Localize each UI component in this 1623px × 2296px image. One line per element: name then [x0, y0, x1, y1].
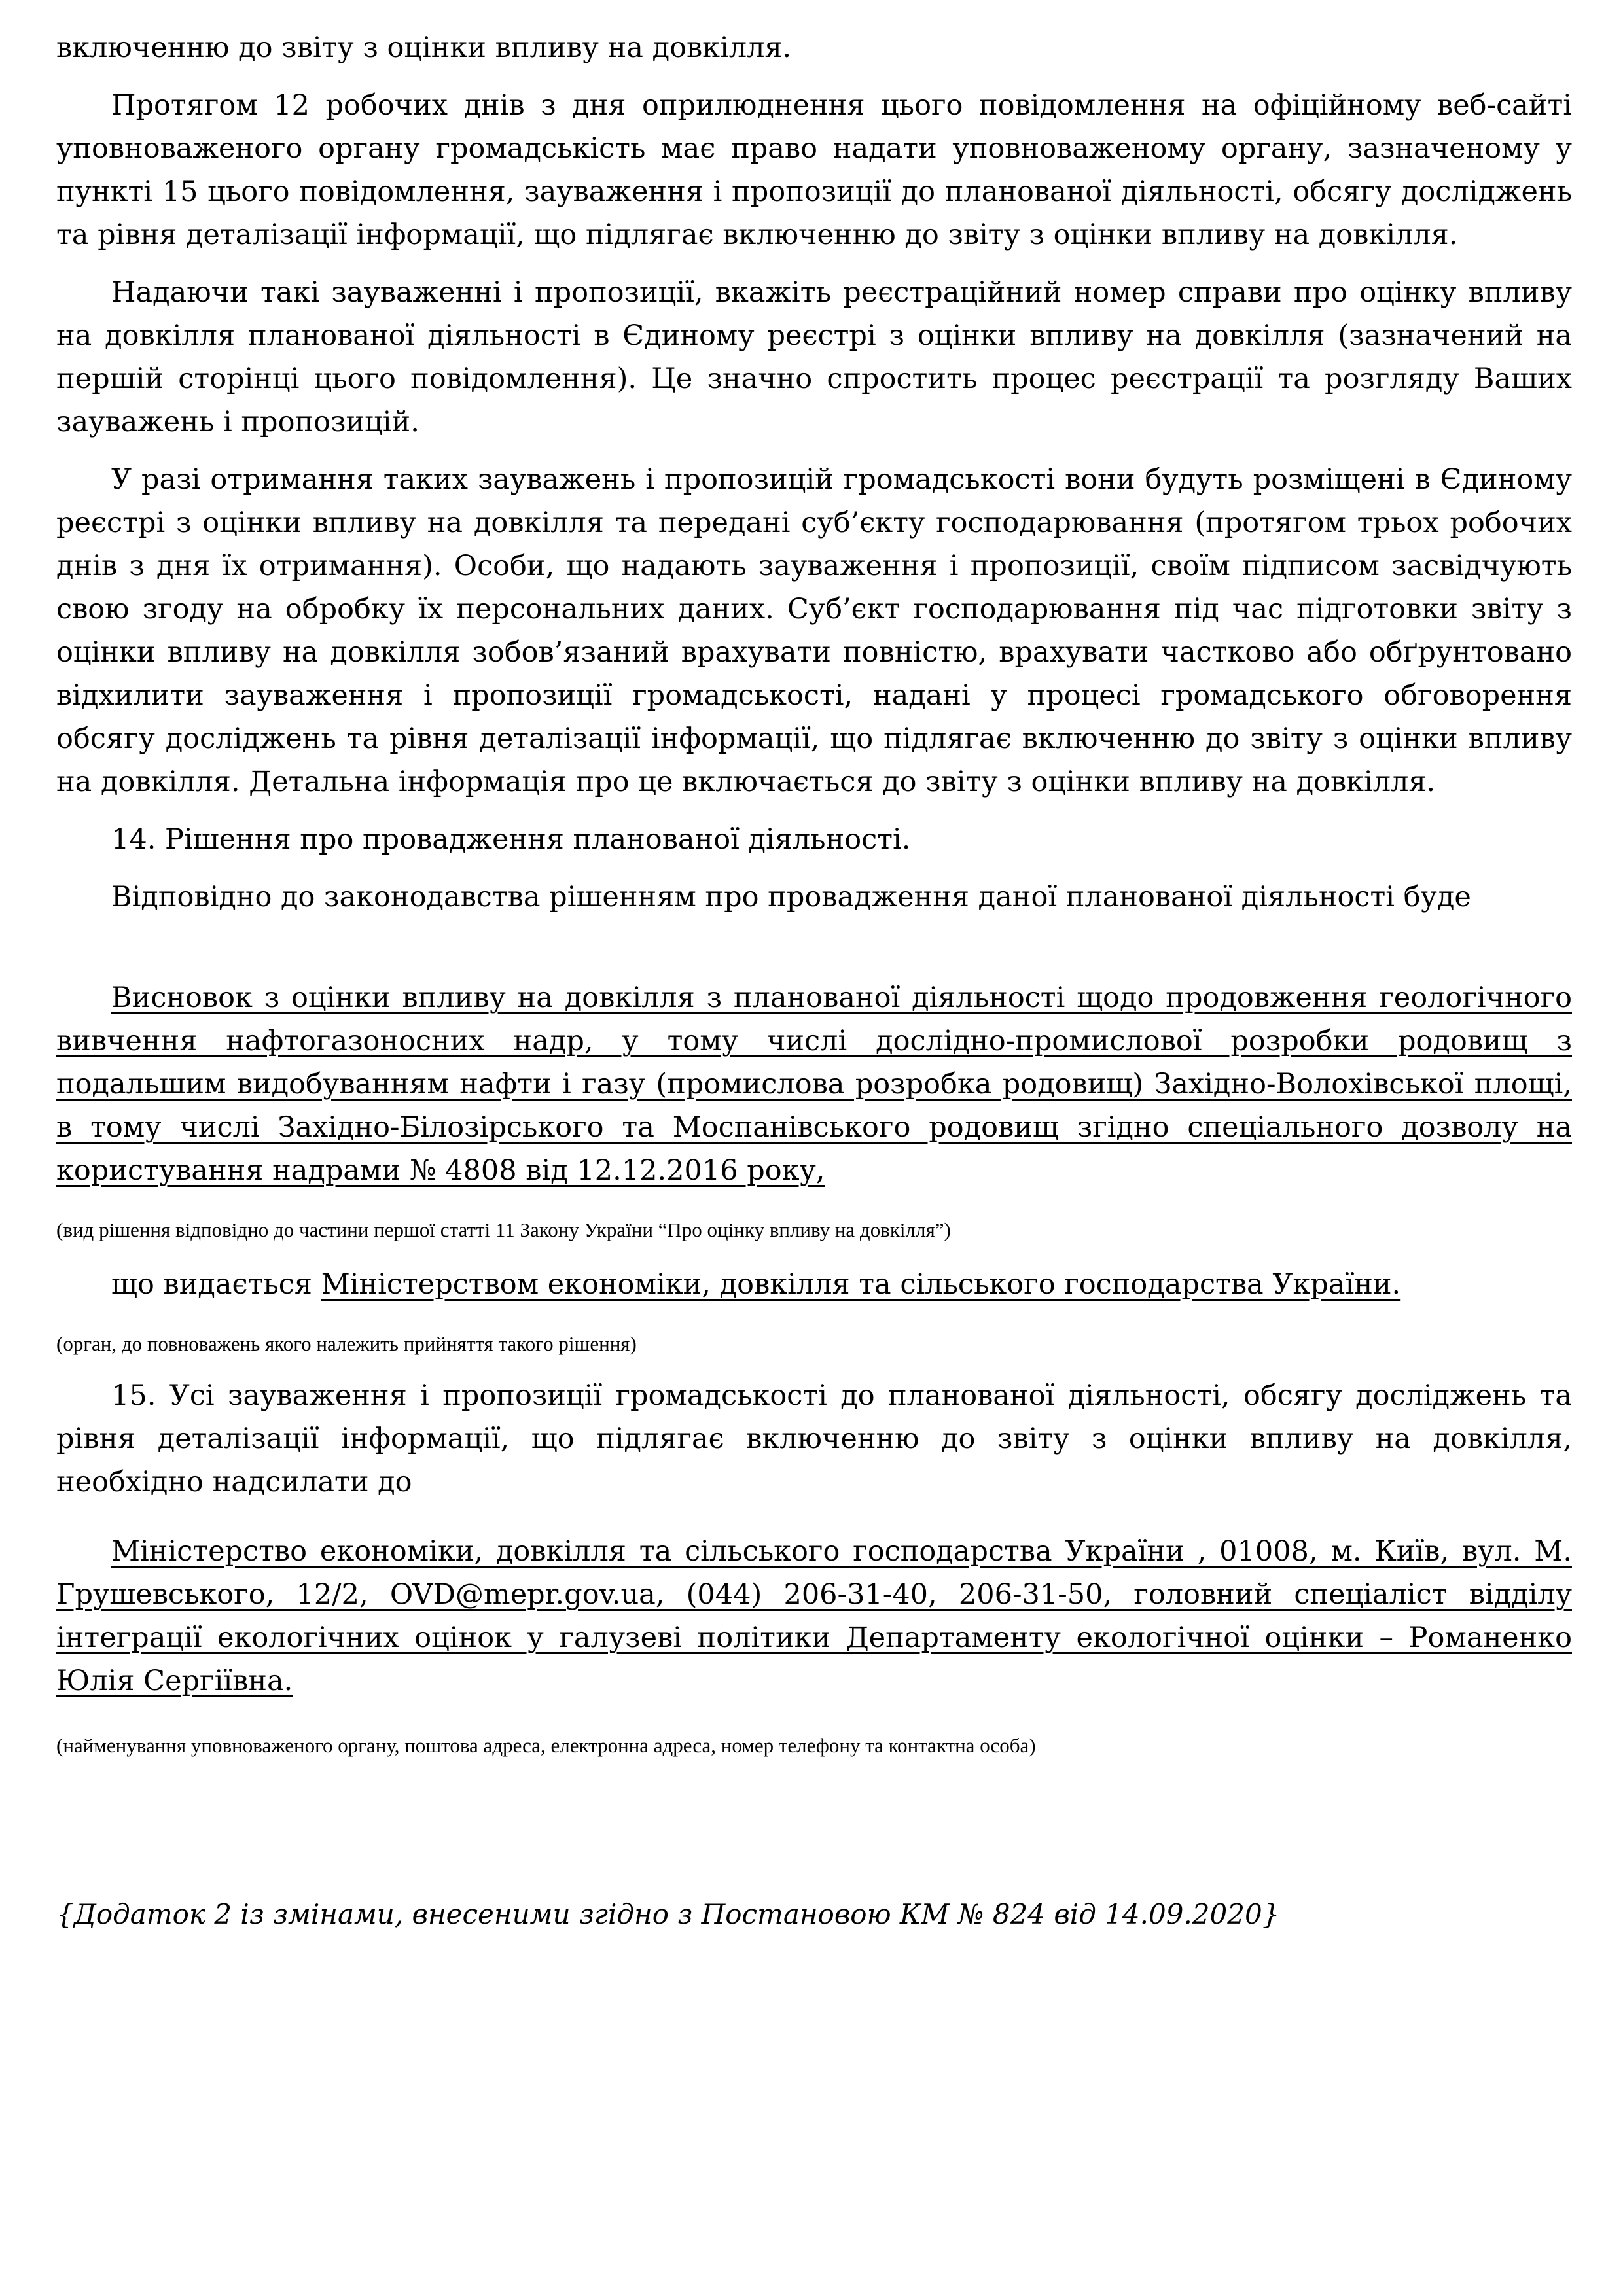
- issued-by-line: [56, 1263, 1572, 1306]
- section-15-text: 15. Усі зауваження і пропозиції громадськості до планованої діяльності, обсягу досліджень та рівня деталізації інформації, що підлягає включенню до звіту з оцінки впливу на довкілля, необхідно надсилати до: [56, 1379, 1572, 1498]
- decision-type-text: Висновок з оцінки впливу на довкілля з планованої діяльності щодо продовження геологічного вивчення нафтогазоносних надр, у тому числі дослідно-промислової розробки родовищ з подальшим видобуванням нафти і газу (промислова розробка родовищ) Західно-Волохівської площі, в тому числі Західно-Білозірського та Моспанівського родовищ згідно спеціального дозволу на користування надрами № 4808 від 12.12.2016 року,: [56, 981, 1572, 1187]
- paragraph-public-comment-period: Протягом 12 робочих днів з дня оприлюднення цього повідомлення на офіційному веб-сайті уповноваженого органу громадськість має право надати уповноваженому органу, зазначеному у пункті 15 цього повідомлення, зауваження і пропозиції до планованої діяльності, обсягу досліджень та рівня деталізації інформації, що підлягає включенню до звіту з оцінки впливу на довкілля.: [56, 89, 1572, 251]
- issuing-authority-caption: (орган, до повноважень якого належить прийняття такого рішення): [56, 1332, 637, 1355]
- paragraph-continuation: включенню до звіту з оцінки впливу на довкілля.: [56, 31, 792, 64]
- contact-details: Міністерство економіки, довкілля та сільського господарства України , 01008, м. Київ, вул. М. Грушевського, 12/2, OVD@mepr.gov.ua, (044) 206-31-40, 206-31-50, головний спеціаліст відділу інтеграції екологічних оцінок у галузеві політики Департаменту екологічної оцінки – Романенко Юлія Сергіївна.: [56, 1535, 1572, 1697]
- contact-caption: (найменування уповноваженого органу, поштова адреса, електронна адреса, номер телефону та контактна особа): [56, 1734, 1036, 1757]
- issuing-authority: Міністерством економіки, довкілля та сільського господарства України.: [321, 1268, 1401, 1301]
- section-14-intro: Відповідно до законодавства рішенням про провадження даної планованої діяльності буде: [111, 881, 1471, 913]
- section-14-heading: 14. Рішення про провадження планованої діяльності.: [111, 823, 911, 856]
- paragraph-registration-number: Надаючи такі зауваженні і пропозиції, вкажіть реєстраційний номер справи про оцінку впливу на довкілля планованої діяльності в Єдиному реєстрі з оцінки впливу на довкілля (зазначений на першій сторінці цього повідомлення). Це значно спростить процес реєстрації та розгляду Ваших зауважень і пропозицій.: [56, 276, 1572, 438]
- issued-by-prefix: що видається: [111, 1268, 321, 1301]
- decision-type-block: [56, 976, 1572, 1192]
- decision-type-caption: (вид рішення відповідно до частини першої статті 11 Закону України “Про оцінку впливу на довкілля”): [56, 1218, 951, 1241]
- document-page: [56, 26, 1572, 1933]
- amendment-note: {Додаток 2 із змінами, внесеними згідно з Постановою КМ № 824 від 14.09.2020}: [56, 1898, 1280, 1930]
- paragraph-comments-handling: У разі отримання таких зауважень і пропозицій громадськості вони будуть розміщені в Єдиному реєстрі з оцінки впливу на довкілля та передані суб’єкту господарювання (протягом трьох робочих днів з дня їх отримання). Особи, що надають зауваження і пропозиції, своїм підписом засвідчують свою згоду на обробку їх персональних даних. Суб’єкт господарювання під час підготовки звіту з оцінки впливу на довкілля зобов’язаний врахувати повністю, врахувати частково або обґрунтовано відхилити зауваження і пропозиції громадськості, надані у процесі громадського обговорення обсягу досліджень та рівня деталізації інформації, що підлягає включенню до звіту з оцінки впливу на довкілля. Детальна інформація про це включається до звіту з оцінки впливу на довкілля.: [56, 463, 1572, 798]
- contact-block: [56, 1530, 1572, 1703]
